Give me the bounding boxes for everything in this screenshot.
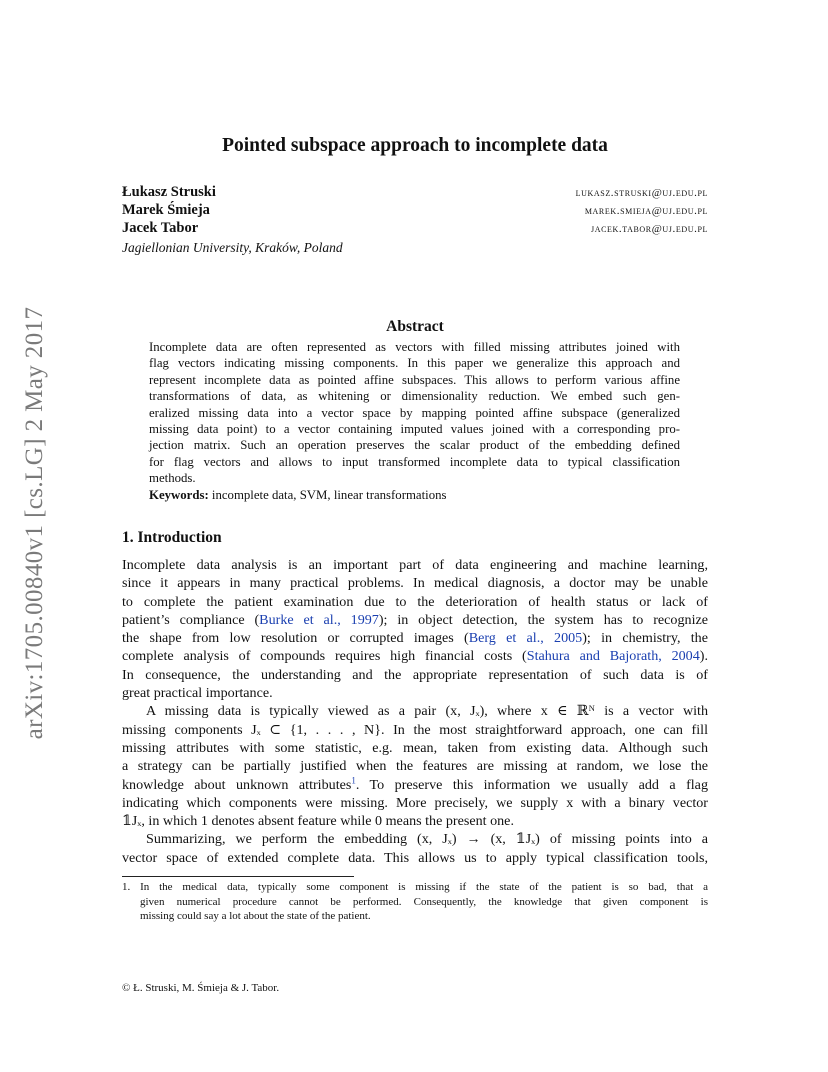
citation-link[interactable]: Stahura and Bajorath, 2004 xyxy=(526,648,700,665)
arxiv-stamp xyxy=(22,288,48,758)
body-line: since it appears in many practical problems. In medical diagnosis, a doctor may be unable xyxy=(122,575,708,592)
author-name: Łukasz Struski xyxy=(122,184,216,200)
abstract-line: jection matrix. Such an operation preserves the scalar product of the embedding defined xyxy=(149,438,680,453)
footnote-line: 1. In the medical data, typically some component is missing if the state of the patient is so bad, that a xyxy=(122,881,708,893)
body-line xyxy=(122,776,708,794)
author-email: marek.smieja@uj.edu.pl xyxy=(584,205,708,217)
introduction-body xyxy=(122,556,708,867)
abstract-line: for flag vectors and allows to input transformed incomplete data to typical classification xyxy=(149,454,680,469)
text-run: complete analysis of compounds requires high financial costs ( xyxy=(122,648,527,665)
body-line: missing components Jₓ ⊂ {1, . . . , N}. In the most straightforward approach, one can fill xyxy=(122,721,708,738)
author-name: Marek Śmieja xyxy=(122,202,210,218)
abstract-text xyxy=(149,339,680,487)
footnote-line: given numerical procedure cannot be performed. Consequently, the knowledge that given component is xyxy=(140,895,708,908)
copyright-notice: © Ł. Struski, M. Śmieja & J. Tabor. xyxy=(122,982,280,994)
body-line: missing attributes with some statistic, e.g. mean, taken from existing data. Although such xyxy=(122,739,708,756)
arxiv-stamp-text: arXiv:1705.00840v1 [cs.LG] 2 May 2017 xyxy=(21,306,48,740)
author-row xyxy=(122,219,708,237)
section-heading: 1. Introduction xyxy=(122,529,222,546)
citation-link[interactable]: Berg et al., 2005 xyxy=(468,630,583,647)
footnote xyxy=(122,880,708,924)
abstract-heading: Abstract xyxy=(386,318,444,335)
body-line: great practical importance. xyxy=(122,685,273,702)
text-run: . To preserve this information we usually add a flag xyxy=(355,776,708,793)
citation-link[interactable]: Burke et al., 1997 xyxy=(259,611,379,628)
text-run: ); in chemistry, the xyxy=(582,630,708,647)
body-line: Incomplete data analysis is an important part of data engineering and machine learning, xyxy=(122,557,708,573)
author-block xyxy=(122,183,708,258)
abstract-line: eralized missing data into a vector space by mapping pointed affine subspace (generalized xyxy=(149,405,680,420)
body-line xyxy=(122,629,708,647)
author-email: jacek.tabor@uj.edu.pl xyxy=(590,223,708,235)
text-run: knowledge about unknown attributes xyxy=(122,776,352,793)
keywords xyxy=(149,487,680,503)
paper-title: Pointed subspace approach to incomplete data xyxy=(222,135,608,156)
author-row xyxy=(122,201,708,219)
abstract-line: transformations of data, as whitening or dimensionality reduction. We embed such gen- xyxy=(149,389,680,404)
abstract-line: Incomplete data are often represented as vectors with filled missing attributes joined with xyxy=(149,340,680,354)
body-line: a strategy can be partially justified when the features are missing at random, we lose the xyxy=(122,758,708,775)
keywords-text: incomplete data, SVM, linear transformations xyxy=(211,488,447,502)
body-line xyxy=(122,611,708,629)
body-line: Summarizing, we perform the embedding (x, Jₓ) → (x, 𝟙Jₓ) of missing points into a xyxy=(146,831,708,848)
body-line: 𝟙Jₓ, in which 1 denotes absent feature while 0 means the present one. xyxy=(122,813,514,830)
body-line xyxy=(122,647,708,665)
body-line: indicating which components were missing. More precisely, we supply x with a binary vector xyxy=(122,794,708,811)
footnote-marker[interactable]: 1 xyxy=(351,774,356,785)
abstract-line: methods. xyxy=(149,471,196,486)
text-run: the shape from low resolution or corrupted images ( xyxy=(122,630,469,647)
body-line: A missing data is typically viewed as a pair (x, Jₓ), where x ∈ ℝᴺ is a vector with xyxy=(146,703,708,720)
author-name: Jacek Tabor xyxy=(122,220,199,236)
author-row xyxy=(122,183,708,201)
text-run: patient’s compliance ( xyxy=(122,611,260,628)
affiliation: Jagiellonian University, Kraków, Poland xyxy=(122,240,343,255)
author-email: lukasz.struski@uj.edu.pl xyxy=(575,187,708,199)
body-line: In consequence, the understanding and the appropriate representation of such data is of xyxy=(122,666,708,683)
body-line: vector space of extended complete data. This allows us to apply typical classification tools, xyxy=(122,849,708,866)
abstract-line: missing data point) to a vector containing imputed values joined with a corresponding pro- xyxy=(149,422,680,437)
keywords-label: Keywords: xyxy=(149,488,209,502)
footnote-rule xyxy=(122,876,354,877)
text-run: ). xyxy=(699,648,708,665)
text-run: ); in object detection, the system has to recognize xyxy=(378,611,708,628)
body-line: to complete the patient examination due to the deterioration of health status or lack of xyxy=(122,593,708,610)
footnote-line: missing could say a lot about the state of the patient. xyxy=(140,910,371,922)
abstract-line: flag vectors indicating missing components. In this paper we generalize this approach and xyxy=(149,356,680,371)
abstract-line: represent incomplete data as pointed affine subspaces. This allows to perform various affine xyxy=(149,372,680,387)
